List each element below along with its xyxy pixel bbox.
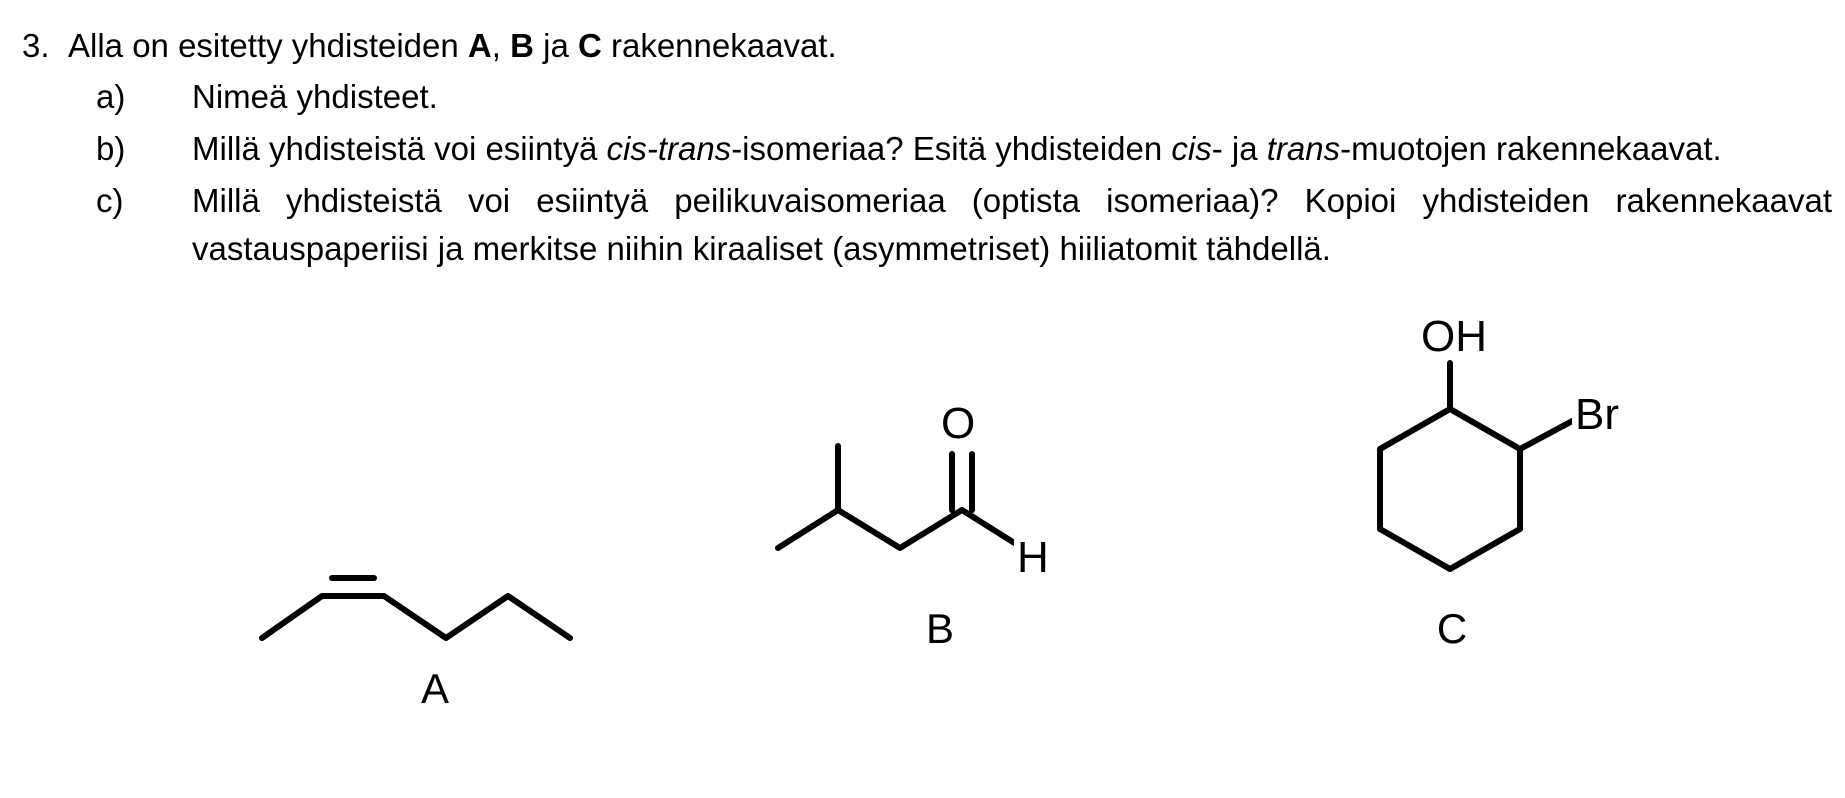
compound-c-ref: C [577, 27, 602, 64]
sub-b-text-2: -isomeriaa? Esitä yhdisteiden [731, 130, 1172, 167]
sub-b-italic-trans: trans [1266, 130, 1341, 167]
lead-text-4: rakennekaavat. [601, 27, 837, 64]
sub-b-text-4: -muotojen rakennekaavat. [1340, 130, 1722, 167]
compound-b-ref: B [510, 27, 534, 64]
sub-b-text-1: Millä yhdisteistä voi esiintyä [192, 130, 607, 167]
subquestion-a-label: a) [96, 78, 126, 115]
question-number: 3. [22, 27, 50, 64]
atom-label-oxygen: O [938, 402, 978, 446]
lead-text-2: , [491, 27, 511, 64]
atom-label-bromine: Br [1572, 393, 1622, 437]
structure-a-label: A [420, 665, 449, 712]
subquestion-c-label: c) [96, 182, 124, 219]
subquestion-b-label: b) [96, 130, 126, 167]
subquestion-c-text: Millä yhdisteistä voi esiintyä peilikuvaisomeriaa (optista isomeriaa)? Kopioi yhdisteiden rakennekaavat vastauspaperiisi ja merkitse niihin kiraaliset (asymmetriset) hiiliatomit tähdellä. [192, 182, 1832, 267]
structure-figures [0, 312, 1845, 798]
structure-c-label: C [1436, 605, 1468, 652]
sub-b-italic-cis-trans: cis-trans [606, 130, 732, 167]
sub-b-italic-cis: cis [1171, 130, 1212, 167]
subquestion-b [0, 125, 1845, 173]
structure-b [770, 399, 1090, 658]
atom-label-hydroxyl: OH [1418, 315, 1490, 359]
lead-text-1: Alla on esitetty yhdisteiden [68, 27, 468, 64]
subquestion-a-text: Nimeä yhdisteet. [192, 78, 438, 115]
lead-text-3: ja [533, 27, 578, 64]
question-lead-text [68, 0, 837, 69]
question-block [0, 0, 1845, 273]
structure-a [250, 478, 620, 712]
compound-a-ref: A [467, 27, 492, 64]
subquestion-a [0, 73, 1845, 121]
subquestion-c [0, 177, 1845, 273]
structure-b-label: B [925, 605, 954, 652]
hex-2-ene-skeletal-icon [250, 478, 620, 658]
question-lead-row [0, 0, 1845, 69]
subquestion-b-text [192, 125, 1832, 173]
structure-c [1280, 312, 1630, 653]
atom-label-hydrogen: H [1014, 536, 1052, 580]
sub-b-text-3: - ja [1211, 130, 1267, 167]
